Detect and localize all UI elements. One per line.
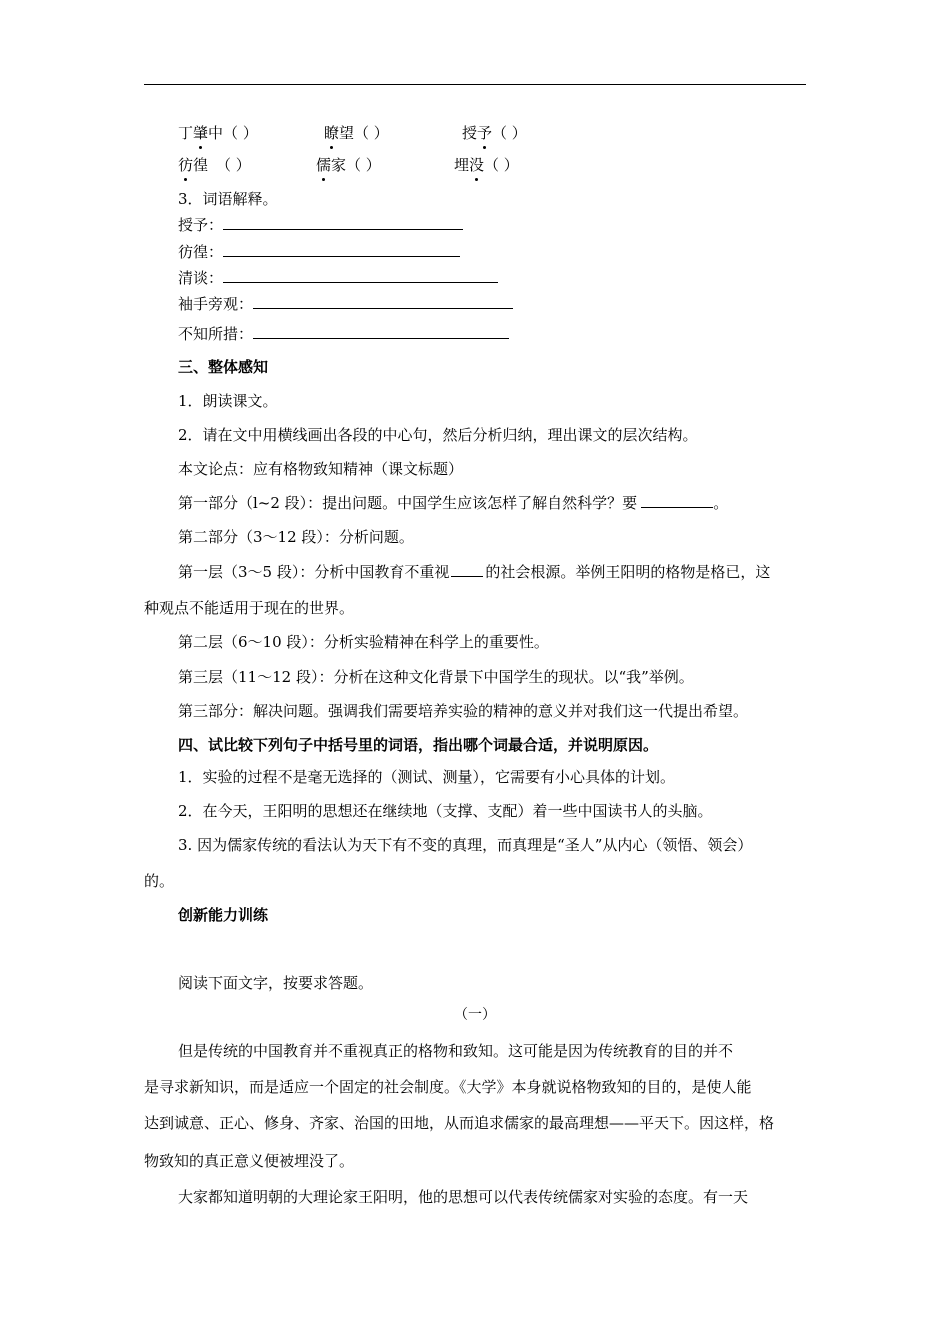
paragraph: 第三层（11～12 段）：分析在这种文化背景下中国学生的现状。以“我”举例。 (178, 668, 694, 686)
pinyin-item: 丁肇中（ ） (178, 124, 258, 142)
paragraph: 3. 因为儒家传统的看法认为天下有不变的真理，而真理是“圣人”从内心（领悟、领会） (178, 836, 753, 854)
section-heading: 创新能力训练 (178, 906, 269, 924)
definition-item: 授予： (178, 215, 463, 235)
paragraph: 的。 (144, 872, 175, 890)
passage-line: 但是传统的中国教育并不重视真正的格物和致知。这可能是因为传统教育的目的并不 (178, 1042, 734, 1060)
section-heading: 三、整体感知 (178, 358, 269, 376)
fill-blank[interactable] (641, 493, 713, 508)
header-rule (144, 84, 806, 85)
emphasis-dot-char: 彷 (178, 156, 194, 174)
emphasis-dot-char: 瞭 (324, 124, 340, 142)
emphasis-dot-char: 儒 (316, 156, 332, 174)
answer-paren: （ ） (216, 156, 251, 174)
paragraph: 阅读下面文字，按要求答题。 (178, 974, 374, 992)
question-title: 3．词语解释。 (178, 190, 278, 208)
fill-blank[interactable] (451, 562, 483, 577)
passage-line: 达到诚意、正心、修身、齐家、治国的田地，从而追求儒家的最高理想——平天下。因这样，格 (144, 1114, 775, 1132)
paragraph: 第一层（3～5 段）：分析中国教育不重视 的社会根源。举例王阳明的格物是格已，这 (178, 563, 771, 581)
paragraph: 种观点不能适用于现在的世界。 (144, 599, 355, 617)
paragraph: 第一部分（l~2 段）：提出问题。中国学生应该怎样了解自然科学？要 。 (178, 494, 729, 512)
answer-blank[interactable] (223, 215, 463, 230)
answer-blank[interactable] (223, 268, 498, 283)
emphasis-dot-char: 肇 (193, 124, 209, 142)
section-heading: 四、试比较下列句子中括号里的词语，指出哪个词最合适，并说明原因。 (178, 736, 659, 754)
pinyin-item: 埋没（ ） (454, 156, 519, 174)
passage-line: 是寻求新知识，而是适应一个固定的社会制度。《大学》本身就说格物致知的目的，是使人能 (144, 1078, 752, 1096)
definition-item: 不知所措： (178, 324, 509, 344)
emphasis-dot-char: 予 (477, 124, 493, 142)
definition-item: 清谈： (178, 268, 498, 288)
definition-item: 袖手旁观： (178, 294, 513, 314)
answer-blank[interactable] (223, 242, 460, 257)
definition-item: 彷徨： (178, 242, 460, 262)
pinyin-item: 彷徨 （ ） (178, 156, 251, 174)
paragraph: 1．实验的过程不是毫无选择的（测试、测量），它需要有小心具体的计划。 (178, 768, 676, 786)
paragraph: 第三部分：解决问题。强调我们需要培养实验的精神的意义并对我们这一代提出希望。 (178, 702, 749, 720)
paragraph: 2．请在文中用横线画出各段的中心句，然后分析归纳，理出课文的层次结构。 (178, 426, 698, 444)
answer-paren: （ ） (484, 156, 519, 174)
answer-paren: （ ） (492, 124, 527, 142)
pinyin-item: 授予（ ） (462, 124, 527, 142)
part-label: （一） (454, 1007, 496, 1023)
answer-blank[interactable] (253, 324, 509, 339)
answer-paren: （ ） (223, 124, 258, 142)
paragraph: 第二部分（3～12 段）：分析问题。 (178, 528, 414, 546)
answer-blank[interactable] (253, 294, 513, 309)
pinyin-item: 瞭望（ ） (324, 124, 389, 142)
paragraph: 第二层（6～10 段）：分析实验精神在科学上的重要性。 (178, 633, 549, 651)
passage-line: 物致知的真正意义便被埋没了。 (144, 1152, 355, 1170)
paragraph: 2．在今天，王阳明的思想还在继续地（支撑、支配）着一些中国读书人的头脑。 (178, 802, 713, 820)
passage-line: 大家都知道明朝的大理论家王阳明，他的思想可以代表传统儒家对实验的态度。有一天 (178, 1188, 749, 1206)
answer-paren: （ ） (354, 124, 389, 142)
pinyin-item: 儒家（ ） (316, 156, 381, 174)
paragraph: 本文论点：应有格物致知精神（课文标题） (178, 460, 464, 478)
paragraph: 1．朗读课文。 (178, 392, 278, 410)
emphasis-dot-char: 没 (469, 156, 485, 174)
answer-paren: （ ） (346, 156, 381, 174)
